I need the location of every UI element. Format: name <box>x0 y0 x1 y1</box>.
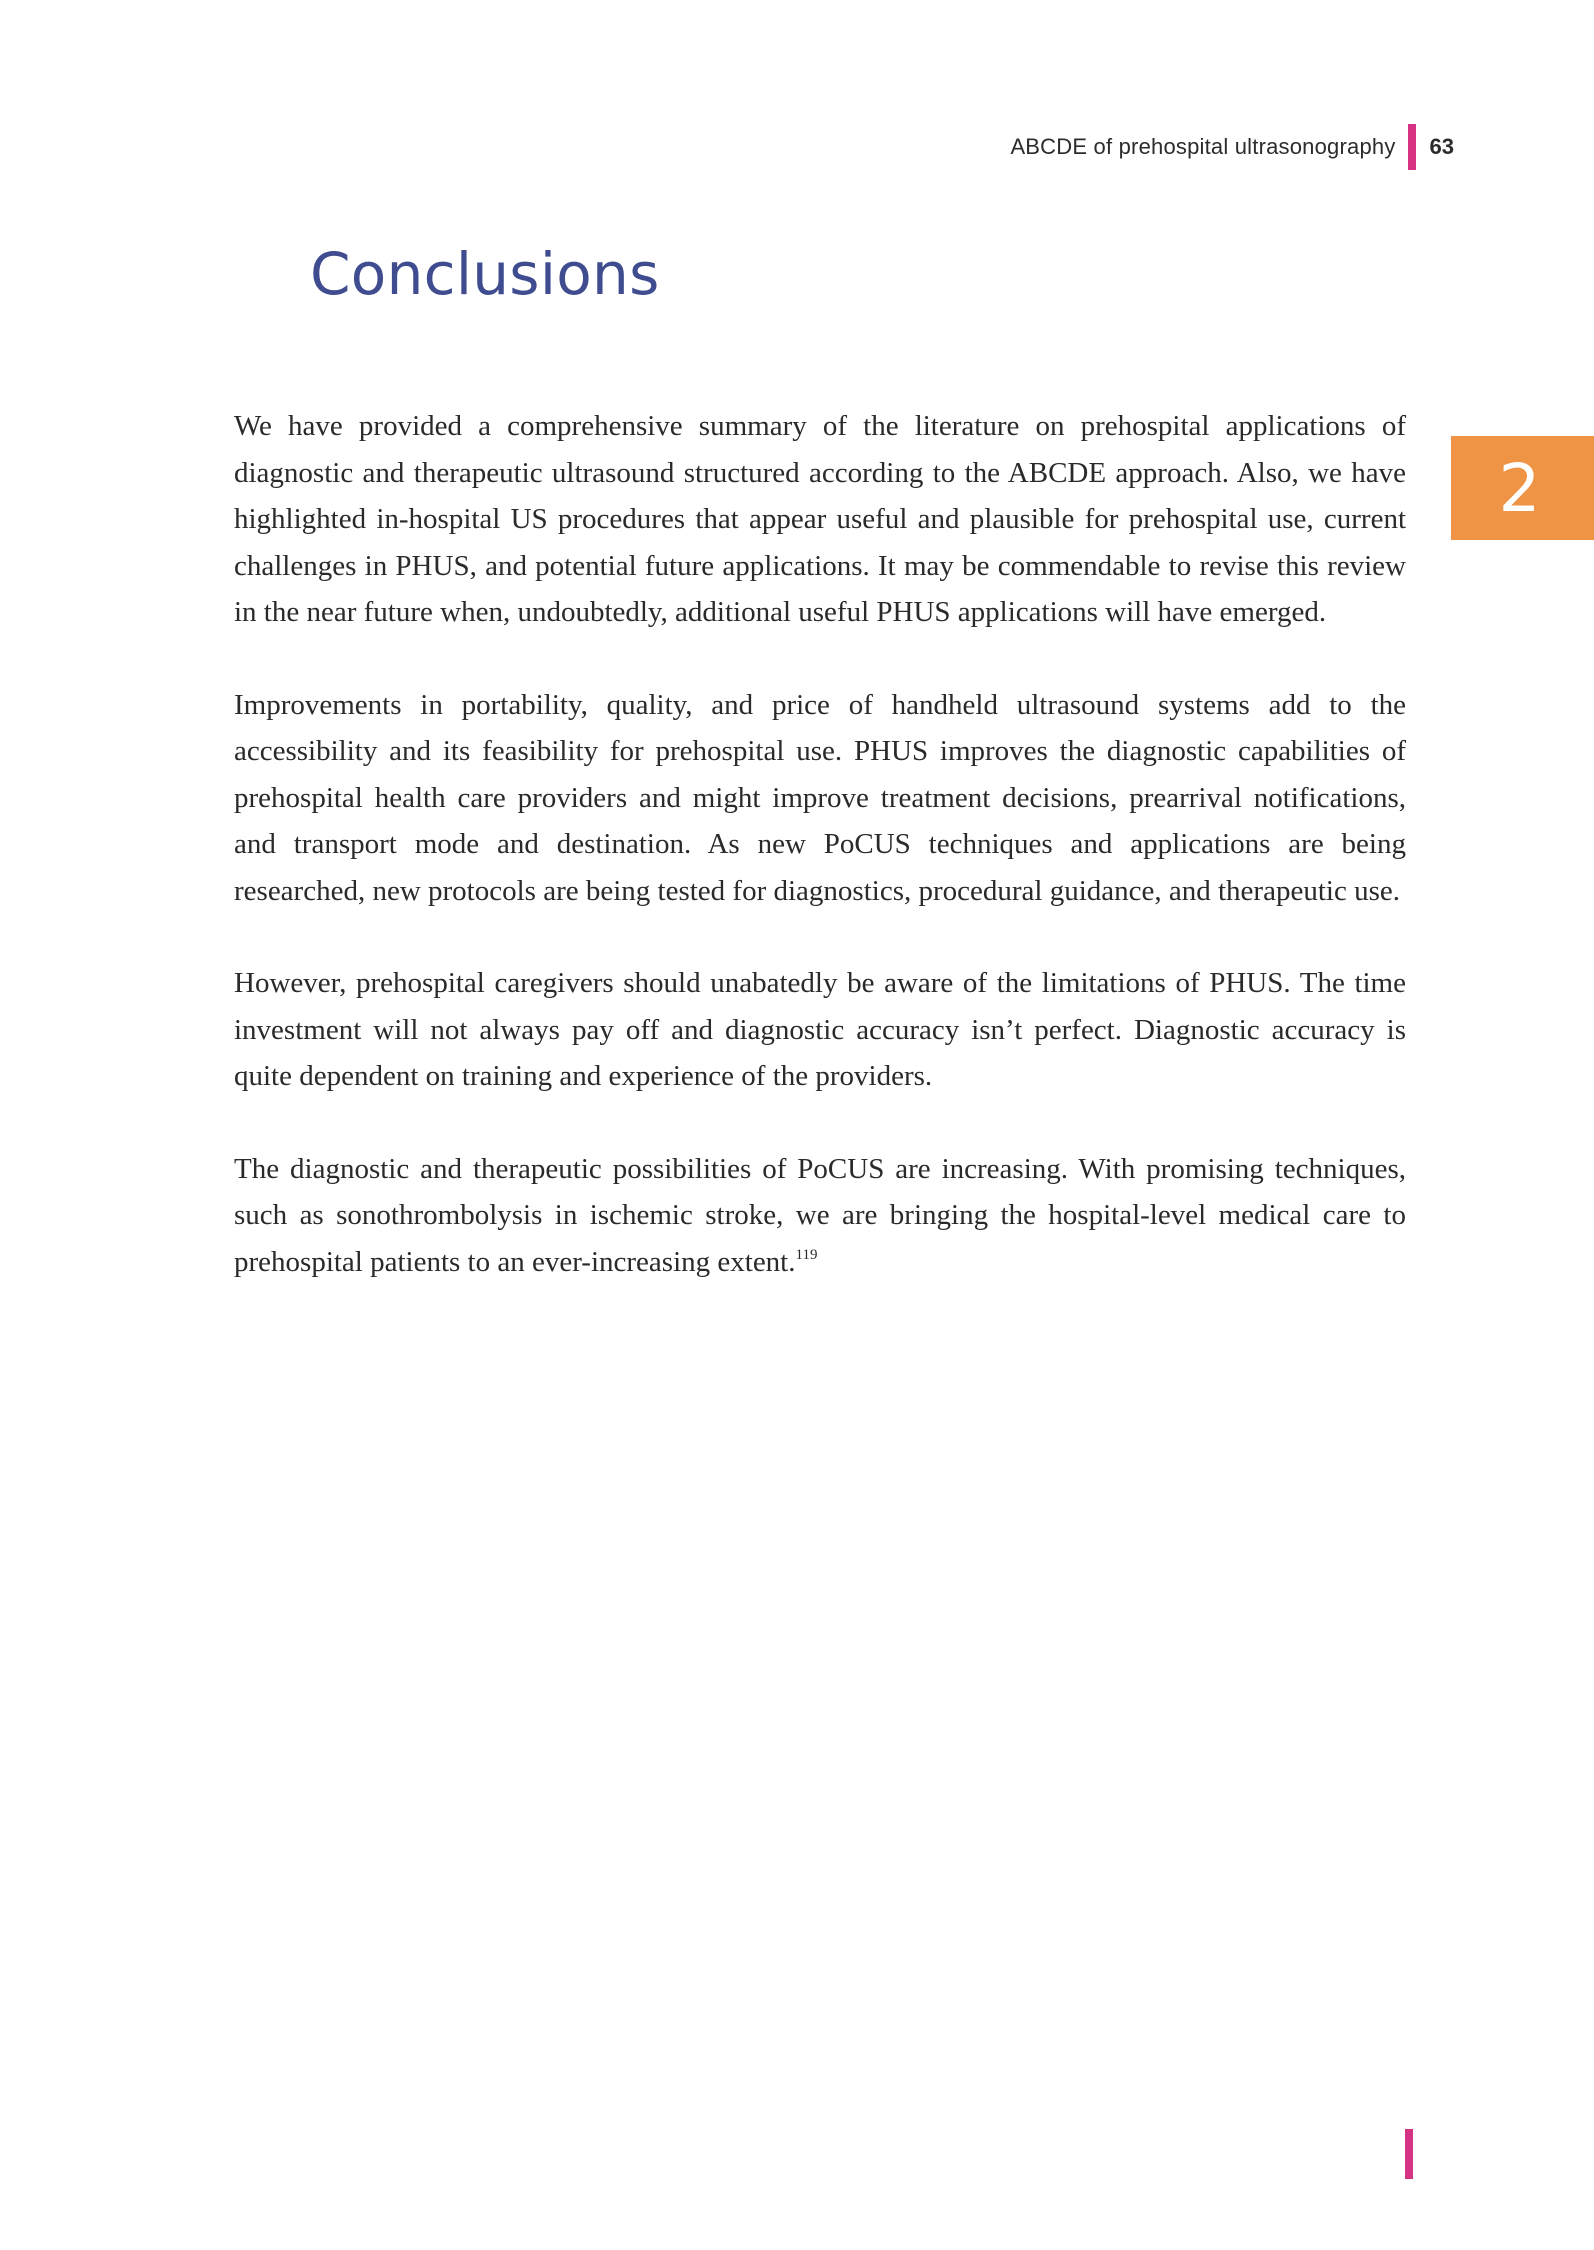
running-header <box>1010 124 1454 170</box>
body-text <box>234 403 1406 1331</box>
footer-accent-bar <box>1405 2129 1413 2179</box>
header-accent-bar <box>1408 124 1416 170</box>
paragraph-text: We have provided a comprehensive summary of the literature on prehospital applications of diagnostic and therapeutic ultrasound structured according to the ABCDE approach. Also, we have highlighted in-hospital US procedures that appear useful and plausible for prehospital use, current challenges in PHUS, and potential future applications. It may be commendable to revise this review in the near future when, undoubtedly, additional useful PHUS applications will have emerged. <box>234 410 1406 628</box>
section-title: Conclusions <box>310 240 660 308</box>
paragraph <box>234 960 1406 1100</box>
chapter-number: 2 <box>1498 449 1541 527</box>
paragraph-text: The diagnostic and therapeutic possibilities of PoCUS are increasing. With promising techniques, such as sonothrombolysis in ischemic stroke, we are bringing the hospital-level medical care to prehospital patients to an ever-increasing extent. <box>234 1152 1406 1278</box>
page-number: 63 <box>1429 134 1454 159</box>
chapter-tab <box>1451 436 1594 540</box>
running-title: ABCDE of prehospital ultrasonography <box>1010 134 1396 159</box>
reference-superscript: 119 <box>795 1246 818 1263</box>
paragraph-text: However, prehospital caregivers should unabatedly be aware of the limitations of PHUS. The time investment will not always pay off and diagnostic accuracy isn’t perfect. Diagnostic accuracy is quite dependent on training and experience of the providers. <box>234 967 1406 1092</box>
paragraph <box>234 403 1406 636</box>
paragraph-text: Improvements in portability, quality, and price of handheld ultrasound systems add to the accessibility and its feasibility for prehospital use. PHUS improves the diagnostic capabilities of prehospital health care providers and might improve treatment decisions, prearrival notifications, and transport mode and destination. As new PoCUS techniques and applications are being researched, new protocols are being tested for diagnostics, procedural guidance, and therapeutic use. <box>234 688 1406 907</box>
paragraph <box>234 1146 1406 1286</box>
paragraph <box>234 682 1406 915</box>
